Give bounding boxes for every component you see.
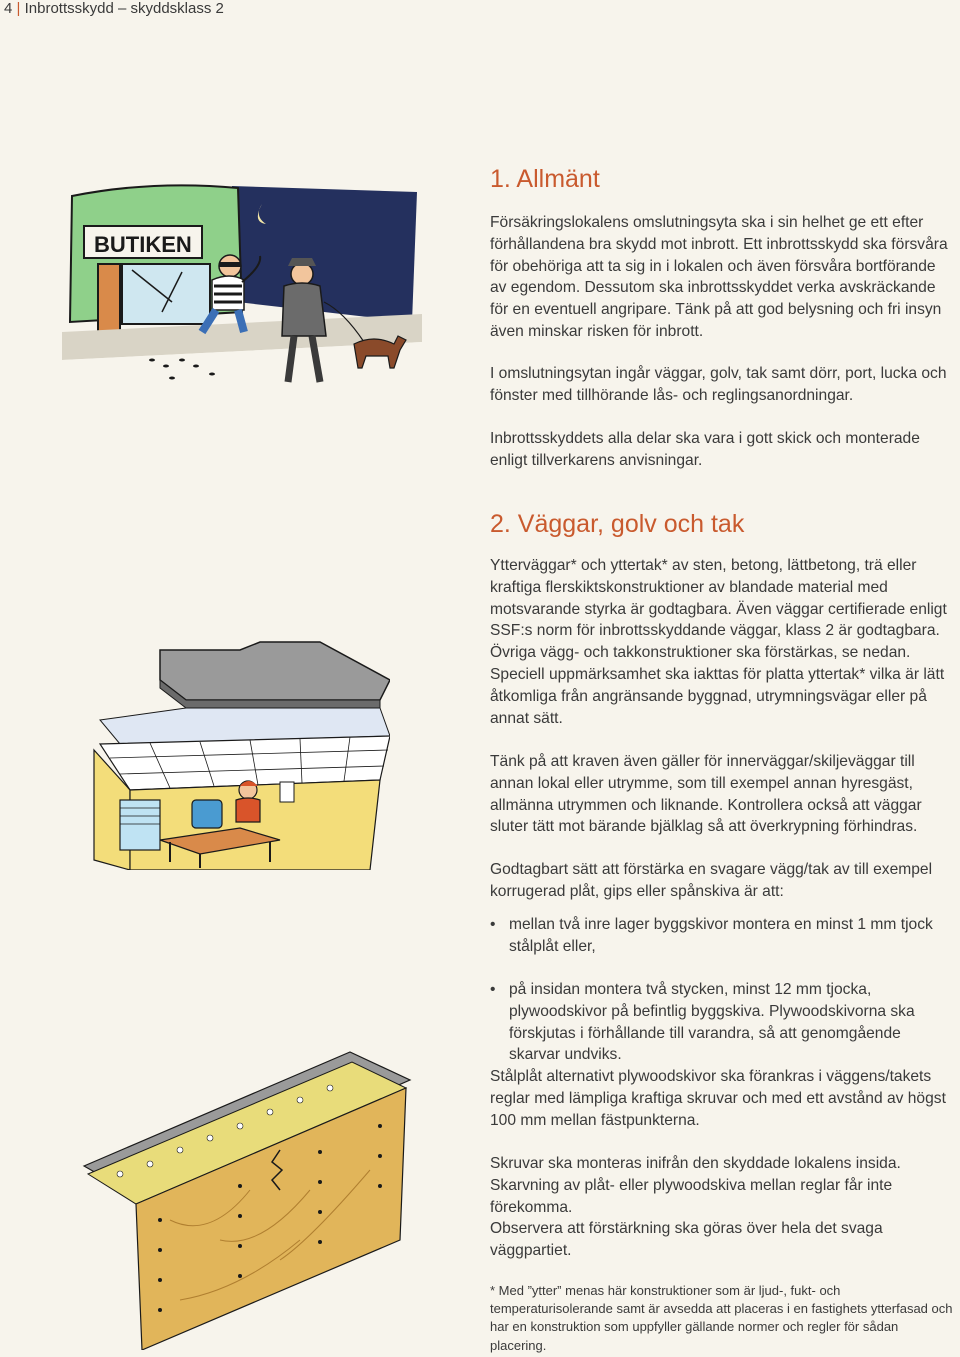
section-2-heading: 2. Väggar, golv och tak xyxy=(490,510,745,538)
section-2-paragraph-2: Tänk på att kraven även gäller för innerväggar/skiljeväggar till annan lokal eller utrymme, som till exempel annan hyresgäst, allmänna utrymmen och liknande. Kontrollera också att väggar sluter tätt mot bärande bjälklag så att överkrypning förhindras. xyxy=(490,753,922,836)
list-item: • på insidan montera två stycken, minst 12 mm tjocka, plywoodskivor på befintlig byggskiva. Plywoodskivorna ska förskjutas i förhållande till varandra, så att genomgående skarvar undviks. xyxy=(490,981,915,1064)
header-separator: | xyxy=(16,0,21,17)
section-2-after-3: Observera att förstärkning ska göras över hela det svaga väggpartiet. xyxy=(490,1220,883,1259)
section-1 xyxy=(490,164,956,194)
section-2-after-1: Stålplåt alternativt plywoodskivor ska förankras i väggens/takets reglar med lämpliga kraftiga skruvar och med ett avstånd av högst 100 mm mellan fästpunkterna. xyxy=(490,1068,946,1129)
section-1-paragraph-3: Inbrottsskyddets alla delar ska vara i gott skick och monterade enligt tillverkarens anvisningar. xyxy=(490,430,920,469)
burglary-illustration xyxy=(62,182,422,412)
section-1-heading: 1. Allmänt xyxy=(490,165,600,193)
page-number: 4 xyxy=(4,0,13,17)
reinforcement-list xyxy=(490,914,956,958)
section-2-after-2: Skruvar ska monteras inifrån den skyddade lokalens insida. Skarvning av plåt- eller plywoodskiva mellan reglar får inte förekomma. xyxy=(490,1155,901,1216)
section-2 xyxy=(490,509,956,539)
list-item: • mellan två inre lager byggskivor montera en minst 1 mm tjock stålplåt eller, xyxy=(490,916,933,955)
page-header xyxy=(4,0,224,18)
shop-sign-text: BUTIKEN xyxy=(94,232,192,257)
bullet-mark: • xyxy=(490,916,496,933)
office-ceiling-illustration xyxy=(90,640,390,870)
section-1-paragraph-2: I omslutningsytan ingår väggar, golv, tak samt dörr, port, lucka och fönster med tillhörande lås- och reglingsanordningar. xyxy=(490,365,947,404)
reinforcement-list-2 xyxy=(490,979,956,1066)
wall-reinforcement-illustration xyxy=(80,1050,420,1350)
section-1-paragraph-1: Försäkringslokalens omslutningsyta ska i sin helhet ge ett efter förhållandena bra skydd mot inbrott. Ett inbrottsskydd ska försvåra för obehöriga att ta sig in i lokalen och även försvåra bortförande av egendom. Dessutom ska inbrottsskyddet verka avskräckande för en eventuell angripare. Tänk på att god belysning och fri insyn även minskar risken för inbrott. xyxy=(490,214,948,340)
footnote: * Med ”ytter” menas här konstruktioner som är ljud-, fukt- och temperaturisolerande samt är avsedda att placeras i en fastighets ytterfasad och har en konstruktion som uppfyller gällande normer och regler för sådan placering. xyxy=(490,1283,953,1353)
bullet-mark: • xyxy=(490,981,496,998)
section-2-paragraph-3: Godtagbart sätt att förstärka en svagare vägg/tak av till exempel korrugerad plåt, gips eller spånskiva är att: xyxy=(490,861,933,900)
document-title: Inbrottsskydd – skyddsklass 2 xyxy=(24,0,224,17)
section-2-paragraph-1: Ytterväggar* och yttertak* av sten, betong, lättbetong, trä eller kraftiga flerskiktskonstruktioner av blandade material med motsvarande styrka är godtagbara. Även väggar certifierade enligt SSF:s norm för inbrottsskyddande väggar, klass 2 är godtagbara. Övriga vägg- och takkonstruktioner ska förstärkas, se nedan. Speciell uppmärksamhet ska iakttas för platta yttertak* vilka är lätt åtkomliga från angränsande byggnad, utrymningsvägar eller på annat sätt. xyxy=(490,557,947,727)
